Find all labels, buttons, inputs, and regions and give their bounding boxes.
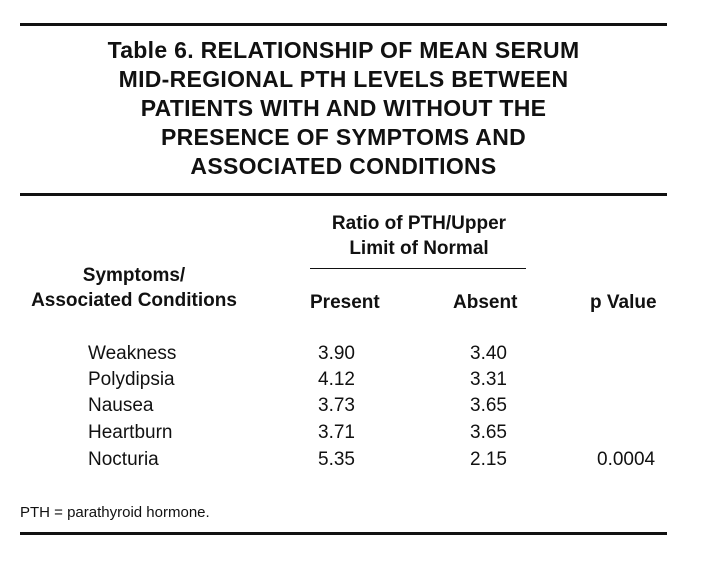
ratio-header-line: Limit of Normal xyxy=(349,238,489,259)
absent-value: 3.31 xyxy=(470,369,507,390)
ratio-group-underline xyxy=(310,268,526,269)
present-value: 5.35 xyxy=(318,449,355,470)
absent-value: 3.65 xyxy=(470,422,507,443)
symptom-name: Nausea xyxy=(88,395,154,416)
table-row xyxy=(0,420,702,446)
present-value: 3.73 xyxy=(318,395,355,416)
table-row xyxy=(0,341,702,367)
symptom-name: Polydipsia xyxy=(88,369,175,390)
ratio-header-line: Ratio of PTH/Upper xyxy=(331,213,507,234)
title-line: PATIENTS WITH AND WITHOUT THE xyxy=(140,95,547,121)
title-line: Table 6. RELATIONSHIP OF MEAN SERUM xyxy=(107,37,580,63)
present-value: 4.12 xyxy=(318,369,355,390)
table-footnote: PTH = parathyroid hormone. xyxy=(20,504,210,521)
title-divider-rule xyxy=(20,193,667,196)
absent-column-header: Absent xyxy=(453,292,518,313)
absent-value: 3.65 xyxy=(470,395,507,416)
absent-value: 2.15 xyxy=(470,449,507,470)
top-rule xyxy=(20,23,667,26)
bottom-rule xyxy=(20,532,667,535)
ratio-group-header xyxy=(296,211,542,261)
table-row xyxy=(0,393,702,419)
symptom-name: Nocturia xyxy=(88,449,159,470)
title-line: MID-REGIONAL PTH LEVELS BETWEEN xyxy=(118,66,569,92)
title-line: ASSOCIATED CONDITIONS xyxy=(190,153,497,179)
symptoms-column-header xyxy=(20,263,248,313)
present-value: 3.71 xyxy=(318,422,355,443)
table-row xyxy=(0,367,702,393)
symptoms-header-line: Symptoms/ xyxy=(82,265,186,286)
absent-value: 3.40 xyxy=(470,343,507,364)
title-line: PRESENCE OF SYMPTOMS AND xyxy=(160,124,527,150)
present-value: 3.90 xyxy=(318,343,355,364)
symptom-name: Weakness xyxy=(88,343,177,364)
present-column-header: Present xyxy=(310,292,380,313)
symptom-name: Heartburn xyxy=(88,422,173,443)
table-row xyxy=(0,447,702,473)
p-value-column-header: p Value xyxy=(590,292,657,313)
p-value: 0.0004 xyxy=(597,449,656,470)
table-title xyxy=(20,36,667,181)
symptoms-header-line: Associated Conditions xyxy=(31,290,237,311)
